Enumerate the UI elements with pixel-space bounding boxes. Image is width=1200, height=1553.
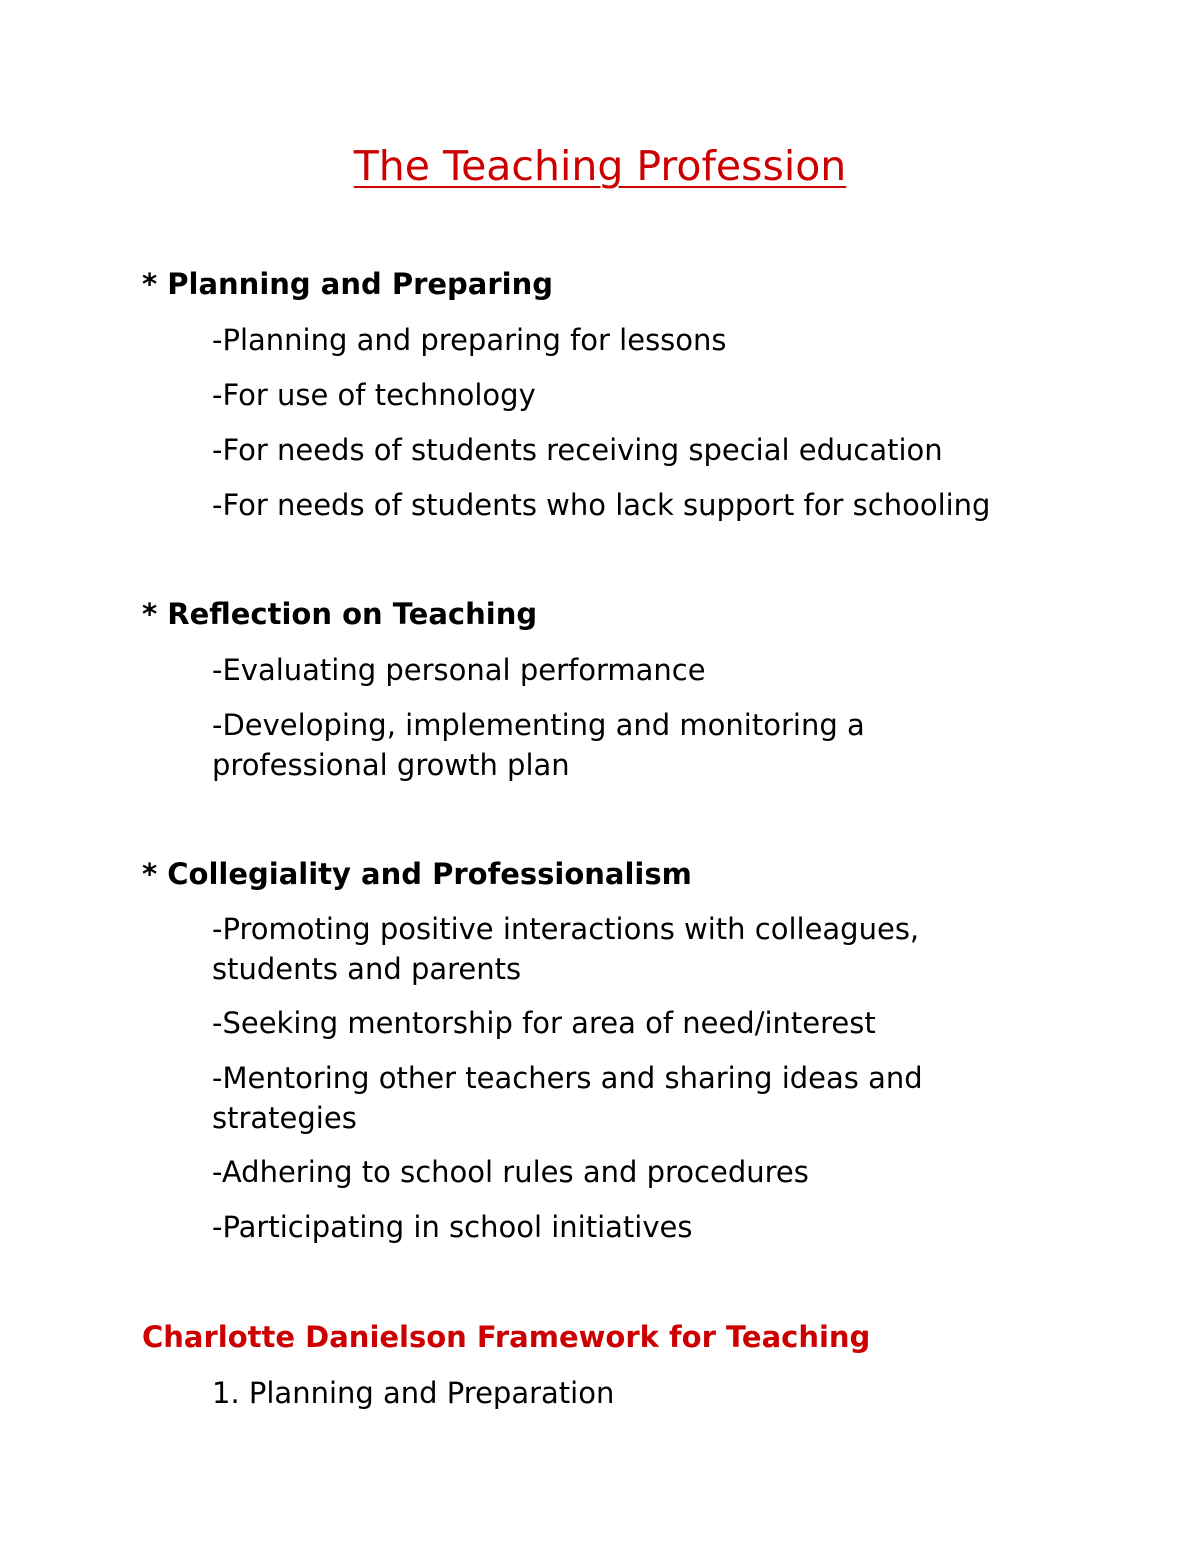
list-item: -For use of technology (212, 378, 536, 412)
section-heading-collegiality: * Collegiality and Professionalism (142, 857, 692, 891)
section-heading-reflection: * Reflection on Teaching (142, 597, 538, 631)
list-item: -For needs of students who lack support for schooling (212, 488, 991, 522)
section-heading-planning: * Planning and Preparing (142, 267, 554, 301)
framework-heading: Charlotte Danielson Framework for Teaching (142, 1320, 871, 1354)
list-item: -Adhering to school rules and procedures (212, 1155, 809, 1189)
list-item: -Promoting positive interactions with colleagues, students and parents (212, 912, 920, 986)
page-title: The Teaching Profession (353, 142, 847, 190)
list-item: -Planning and preparing for lessons (212, 323, 727, 357)
list-item: -Participating in school initiatives (212, 1210, 693, 1244)
list-item: -Seeking mentorship for area of need/interest (212, 1006, 876, 1040)
list-item: -Mentoring other teachers and sharing ideas and strategies (212, 1061, 923, 1135)
list-item: -Evaluating personal performance (212, 653, 706, 687)
framework-list-item: 1. Planning and Preparation (212, 1376, 615, 1410)
list-item: -For needs of students receiving special education (212, 433, 943, 467)
list-item: -Developing, implementing and monitoring a professional growth plan (212, 708, 865, 782)
